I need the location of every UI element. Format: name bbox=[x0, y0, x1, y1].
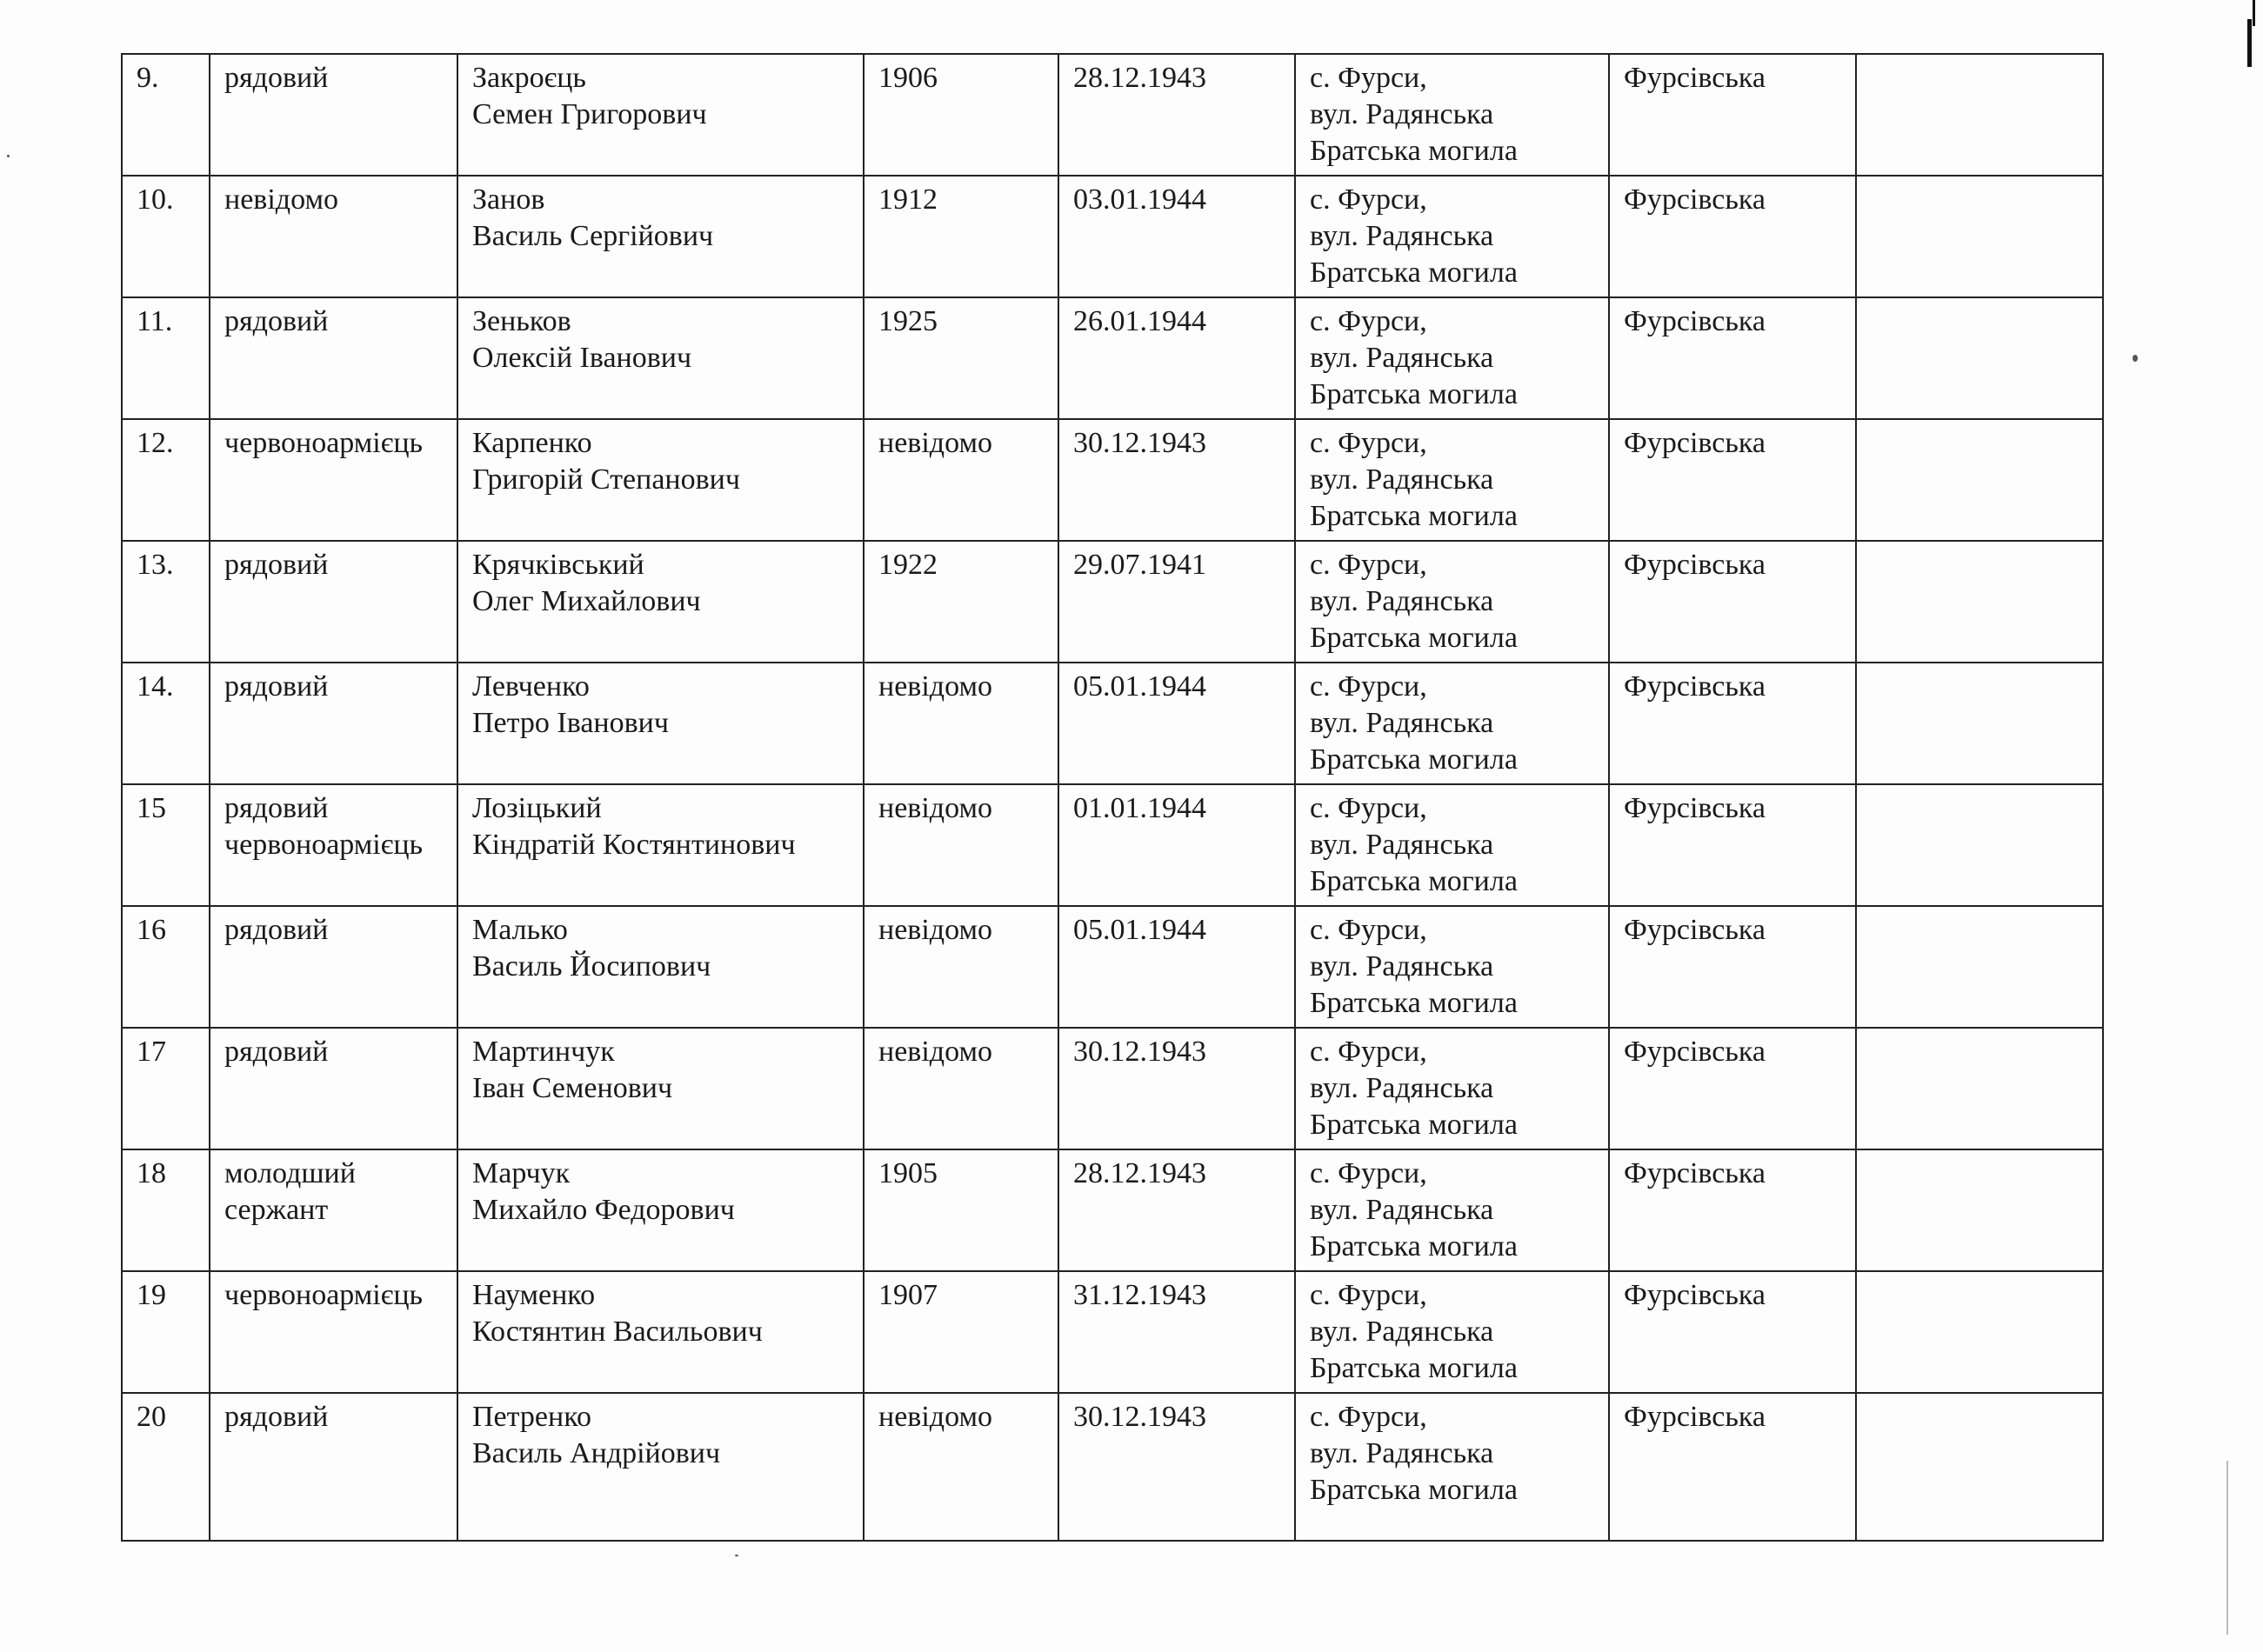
full-name-cell bbox=[457, 419, 864, 541]
rank-cell bbox=[210, 297, 457, 419]
burial-place-line: с. Фурси, bbox=[1310, 62, 1427, 94]
burial-place-line: вул. Радянська bbox=[1310, 585, 1494, 617]
full-name-cell bbox=[457, 784, 864, 906]
rank-line: рядовий bbox=[224, 1401, 329, 1433]
note-cell bbox=[1856, 54, 2103, 176]
table-row bbox=[122, 54, 2103, 176]
death-date-cell: 26.01.1944 bbox=[1058, 297, 1295, 419]
note-cell bbox=[1856, 297, 2103, 419]
birth-year-cell: невідомо bbox=[864, 419, 1058, 541]
council-cell: Фурсівська bbox=[1609, 541, 1856, 663]
row-number-cell: 19 bbox=[122, 1271, 210, 1393]
burial-place-line: с. Фурси, bbox=[1310, 670, 1427, 703]
burial-place-cell bbox=[1295, 663, 1609, 784]
rank-line: молодший bbox=[224, 1157, 356, 1189]
note-cell bbox=[1856, 1271, 2103, 1393]
table-row bbox=[122, 1393, 2103, 1541]
rank-cell bbox=[210, 1393, 457, 1541]
table-row bbox=[122, 1028, 2103, 1149]
full-name-line: Костянтин Васильович bbox=[472, 1316, 763, 1348]
full-name-line: Лозіцький bbox=[472, 792, 602, 824]
burial-place-cell bbox=[1295, 297, 1609, 419]
full-name-line: Василь Йосипович bbox=[472, 950, 711, 983]
rank-line: червоноармієць bbox=[224, 1279, 424, 1311]
death-date-cell: 29.07.1941 bbox=[1058, 541, 1295, 663]
burial-place-cell bbox=[1295, 1271, 1609, 1393]
death-date-cell: 31.12.1943 bbox=[1058, 1271, 1295, 1393]
birth-year-cell: 1907 bbox=[864, 1271, 1058, 1393]
burial-place-line: вул. Радянська bbox=[1310, 98, 1494, 130]
full-name-line: Михайло Федорович bbox=[472, 1194, 735, 1226]
burial-place-line: с. Фурси, bbox=[1310, 1279, 1427, 1311]
rank-line: невідомо bbox=[224, 183, 338, 216]
full-name-line: Занов bbox=[472, 183, 545, 216]
burial-place-line: с. Фурси, bbox=[1310, 1036, 1427, 1068]
council-cell: Фурсівська bbox=[1609, 784, 1856, 906]
rank-line: рядовий bbox=[224, 670, 329, 703]
row-number-cell: 9. bbox=[122, 54, 210, 176]
death-date-cell: 30.12.1943 bbox=[1058, 419, 1295, 541]
burial-place-line: вул. Радянська bbox=[1310, 342, 1494, 374]
burial-place-line: вул. Радянська bbox=[1310, 220, 1494, 252]
rank-line: червоноармієць bbox=[224, 427, 424, 459]
table-row bbox=[122, 176, 2103, 297]
note-cell bbox=[1856, 906, 2103, 1028]
row-number-cell: 17 bbox=[122, 1028, 210, 1149]
full-name-cell bbox=[457, 1028, 864, 1149]
table-row bbox=[122, 541, 2103, 663]
full-name-line: Мартинчук bbox=[472, 1036, 615, 1068]
note-cell bbox=[1856, 541, 2103, 663]
full-name-cell bbox=[457, 1271, 864, 1393]
burial-place-line: вул. Радянська bbox=[1310, 1316, 1494, 1348]
birth-year-cell: невідомо bbox=[864, 1393, 1058, 1541]
full-name-cell bbox=[457, 906, 864, 1028]
full-name-line: Карпенко bbox=[472, 427, 592, 459]
council-cell: Фурсівська bbox=[1609, 54, 1856, 176]
rank-cell bbox=[210, 419, 457, 541]
rank-line: рядовий bbox=[224, 305, 329, 337]
full-name-line: Семен Григорович bbox=[472, 98, 707, 130]
birth-year-cell: 1906 bbox=[864, 54, 1058, 176]
council-cell: Фурсівська bbox=[1609, 176, 1856, 297]
burial-place-line: с. Фурси, bbox=[1310, 1401, 1427, 1433]
rank-line: рядовий bbox=[224, 549, 329, 581]
full-name-line: Петренко bbox=[472, 1401, 591, 1433]
birth-year-cell: 1905 bbox=[864, 1149, 1058, 1271]
burial-place-line: Братська могила bbox=[1310, 1474, 1518, 1506]
scan-edge-mark bbox=[2253, 0, 2255, 26]
death-date-cell: 28.12.1943 bbox=[1058, 1149, 1295, 1271]
full-name-line: Кіндратій Костянтинович bbox=[472, 829, 796, 861]
full-name-line: Зеньков bbox=[472, 305, 571, 337]
burial-place-line: вул. Радянська bbox=[1310, 707, 1494, 739]
burial-registry-table bbox=[121, 53, 2104, 1542]
rank-line: рядовий bbox=[224, 62, 329, 94]
birth-year-cell: 1922 bbox=[864, 541, 1058, 663]
burial-place-cell bbox=[1295, 1028, 1609, 1149]
full-name-cell bbox=[457, 176, 864, 297]
note-cell bbox=[1856, 176, 2103, 297]
full-name-line: Василь Сергійович bbox=[472, 220, 714, 252]
burial-place-cell bbox=[1295, 541, 1609, 663]
council-cell: Фурсівська bbox=[1609, 663, 1856, 784]
table-row bbox=[122, 419, 2103, 541]
council-cell: Фурсівська bbox=[1609, 1393, 1856, 1541]
scan-speck bbox=[2133, 355, 2138, 362]
full-name-line: Малько bbox=[472, 914, 568, 946]
row-number-cell: 14. bbox=[122, 663, 210, 784]
scan-edge-mark bbox=[2226, 1461, 2228, 1635]
full-name-line: Василь Андрійович bbox=[472, 1437, 721, 1469]
note-cell bbox=[1856, 663, 2103, 784]
note-cell bbox=[1856, 1393, 2103, 1541]
council-cell: Фурсівська bbox=[1609, 1028, 1856, 1149]
full-name-line: Закроєць bbox=[472, 62, 586, 94]
death-date-cell: 28.12.1943 bbox=[1058, 54, 1295, 176]
burial-place-cell bbox=[1295, 1393, 1609, 1541]
death-date-cell: 05.01.1944 bbox=[1058, 906, 1295, 1028]
burial-place-line: Братська могила bbox=[1310, 378, 1518, 410]
burial-place-line: Братська могила bbox=[1310, 865, 1518, 897]
table-row bbox=[122, 297, 2103, 419]
burial-place-line: Братська могила bbox=[1310, 1109, 1518, 1141]
rank-cell bbox=[210, 54, 457, 176]
burial-place-line: с. Фурси, bbox=[1310, 549, 1427, 581]
burial-place-line: Братська могила bbox=[1310, 743, 1518, 776]
full-name-line: Олег Михайлович bbox=[472, 585, 701, 617]
burial-place-line: Братська могила bbox=[1310, 622, 1518, 654]
full-name-cell bbox=[457, 1393, 864, 1541]
burial-place-line: с. Фурси, bbox=[1310, 183, 1427, 216]
row-number-cell: 20 bbox=[122, 1393, 210, 1541]
rank-cell bbox=[210, 541, 457, 663]
birth-year-cell: невідомо bbox=[864, 906, 1058, 1028]
note-cell bbox=[1856, 419, 2103, 541]
council-cell: Фурсівська bbox=[1609, 906, 1856, 1028]
note-cell bbox=[1856, 784, 2103, 906]
burial-place-cell bbox=[1295, 1149, 1609, 1271]
council-cell: Фурсівська bbox=[1609, 1271, 1856, 1393]
note-cell bbox=[1856, 1149, 2103, 1271]
burial-place-line: вул. Радянська bbox=[1310, 829, 1494, 861]
rank-cell bbox=[210, 663, 457, 784]
burial-place-cell bbox=[1295, 906, 1609, 1028]
scan-speck bbox=[735, 1555, 738, 1556]
burial-place-cell bbox=[1295, 419, 1609, 541]
full-name-line: Левченко bbox=[472, 670, 590, 703]
birth-year-cell: 1912 bbox=[864, 176, 1058, 297]
full-name-line: Науменко bbox=[472, 1279, 596, 1311]
rank-cell bbox=[210, 784, 457, 906]
death-date-cell: 01.01.1944 bbox=[1058, 784, 1295, 906]
burial-place-line: с. Фурси, bbox=[1310, 1157, 1427, 1189]
death-date-cell: 30.12.1943 bbox=[1058, 1393, 1295, 1541]
burial-place-line: с. Фурси, bbox=[1310, 792, 1427, 824]
full-name-cell bbox=[457, 1149, 864, 1271]
burial-place-line: вул. Радянська bbox=[1310, 1437, 1494, 1469]
rank-line: рядовий bbox=[224, 914, 329, 946]
council-cell: Фурсівська bbox=[1609, 297, 1856, 419]
burial-place-line: вул. Радянська bbox=[1310, 463, 1494, 496]
burial-place-cell bbox=[1295, 176, 1609, 297]
row-number-cell: 11. bbox=[122, 297, 210, 419]
burial-place-cell bbox=[1295, 784, 1609, 906]
burial-place-line: Братська могила bbox=[1310, 1352, 1518, 1384]
row-number-cell: 10. bbox=[122, 176, 210, 297]
rank-line: червоноармієць bbox=[224, 829, 424, 861]
full-name-cell bbox=[457, 663, 864, 784]
birth-year-cell: невідомо bbox=[864, 663, 1058, 784]
burial-place-cell bbox=[1295, 54, 1609, 176]
burial-place-line: Братська могила bbox=[1310, 135, 1518, 167]
rank-line: сержант bbox=[224, 1194, 329, 1226]
row-number-cell: 12. bbox=[122, 419, 210, 541]
burial-place-line: Братська могила bbox=[1310, 987, 1518, 1019]
note-cell bbox=[1856, 1028, 2103, 1149]
table-row bbox=[122, 1271, 2103, 1393]
rank-line: рядовий bbox=[224, 792, 329, 824]
full-name-line: Крячківський bbox=[472, 549, 644, 581]
rank-cell bbox=[210, 1028, 457, 1149]
burial-place-line: с. Фурси, bbox=[1310, 914, 1427, 946]
birth-year-cell: невідомо bbox=[864, 1028, 1058, 1149]
rank-cell bbox=[210, 1271, 457, 1393]
death-date-cell: 30.12.1943 bbox=[1058, 1028, 1295, 1149]
full-name-line: Іван Семенович bbox=[472, 1072, 673, 1104]
burial-place-line: с. Фурси, bbox=[1310, 305, 1427, 337]
table-row bbox=[122, 1149, 2103, 1271]
full-name-cell bbox=[457, 297, 864, 419]
row-number-cell: 16 bbox=[122, 906, 210, 1028]
burial-place-line: с. Фурси, bbox=[1310, 427, 1427, 459]
full-name-line: Марчук bbox=[472, 1157, 571, 1189]
council-cell: Фурсівська bbox=[1609, 1149, 1856, 1271]
rank-cell bbox=[210, 176, 457, 297]
death-date-cell: 05.01.1944 bbox=[1058, 663, 1295, 784]
birth-year-cell: невідомо bbox=[864, 784, 1058, 906]
burial-place-line: вул. Радянська bbox=[1310, 950, 1494, 983]
council-cell: Фурсівська bbox=[1609, 419, 1856, 541]
full-name-line: Олексій Іванович bbox=[472, 342, 692, 374]
table-row bbox=[122, 906, 2103, 1028]
rank-cell bbox=[210, 906, 457, 1028]
burial-place-line: Братська могила bbox=[1310, 256, 1518, 289]
burial-place-line: Братська могила bbox=[1310, 500, 1518, 532]
scan-edge-mark bbox=[2247, 19, 2252, 67]
burial-place-line: вул. Радянська bbox=[1310, 1194, 1494, 1226]
scan-speck bbox=[7, 155, 10, 157]
rank-cell bbox=[210, 1149, 457, 1271]
burial-place-line: вул. Радянська bbox=[1310, 1072, 1494, 1104]
full-name-line: Григорій Степанович bbox=[472, 463, 740, 496]
full-name-cell bbox=[457, 54, 864, 176]
row-number-cell: 15 bbox=[122, 784, 210, 906]
row-number-cell: 18 bbox=[122, 1149, 210, 1271]
full-name-line: Петро Іванович bbox=[472, 707, 669, 739]
registry-body bbox=[122, 54, 2103, 1541]
row-number-cell: 13. bbox=[122, 541, 210, 663]
burial-place-line: Братська могила bbox=[1310, 1230, 1518, 1262]
birth-year-cell: 1925 bbox=[864, 297, 1058, 419]
full-name-cell bbox=[457, 541, 864, 663]
death-date-cell: 03.01.1944 bbox=[1058, 176, 1295, 297]
table-row bbox=[122, 663, 2103, 784]
table-row bbox=[122, 784, 2103, 906]
rank-line: рядовий bbox=[224, 1036, 329, 1068]
